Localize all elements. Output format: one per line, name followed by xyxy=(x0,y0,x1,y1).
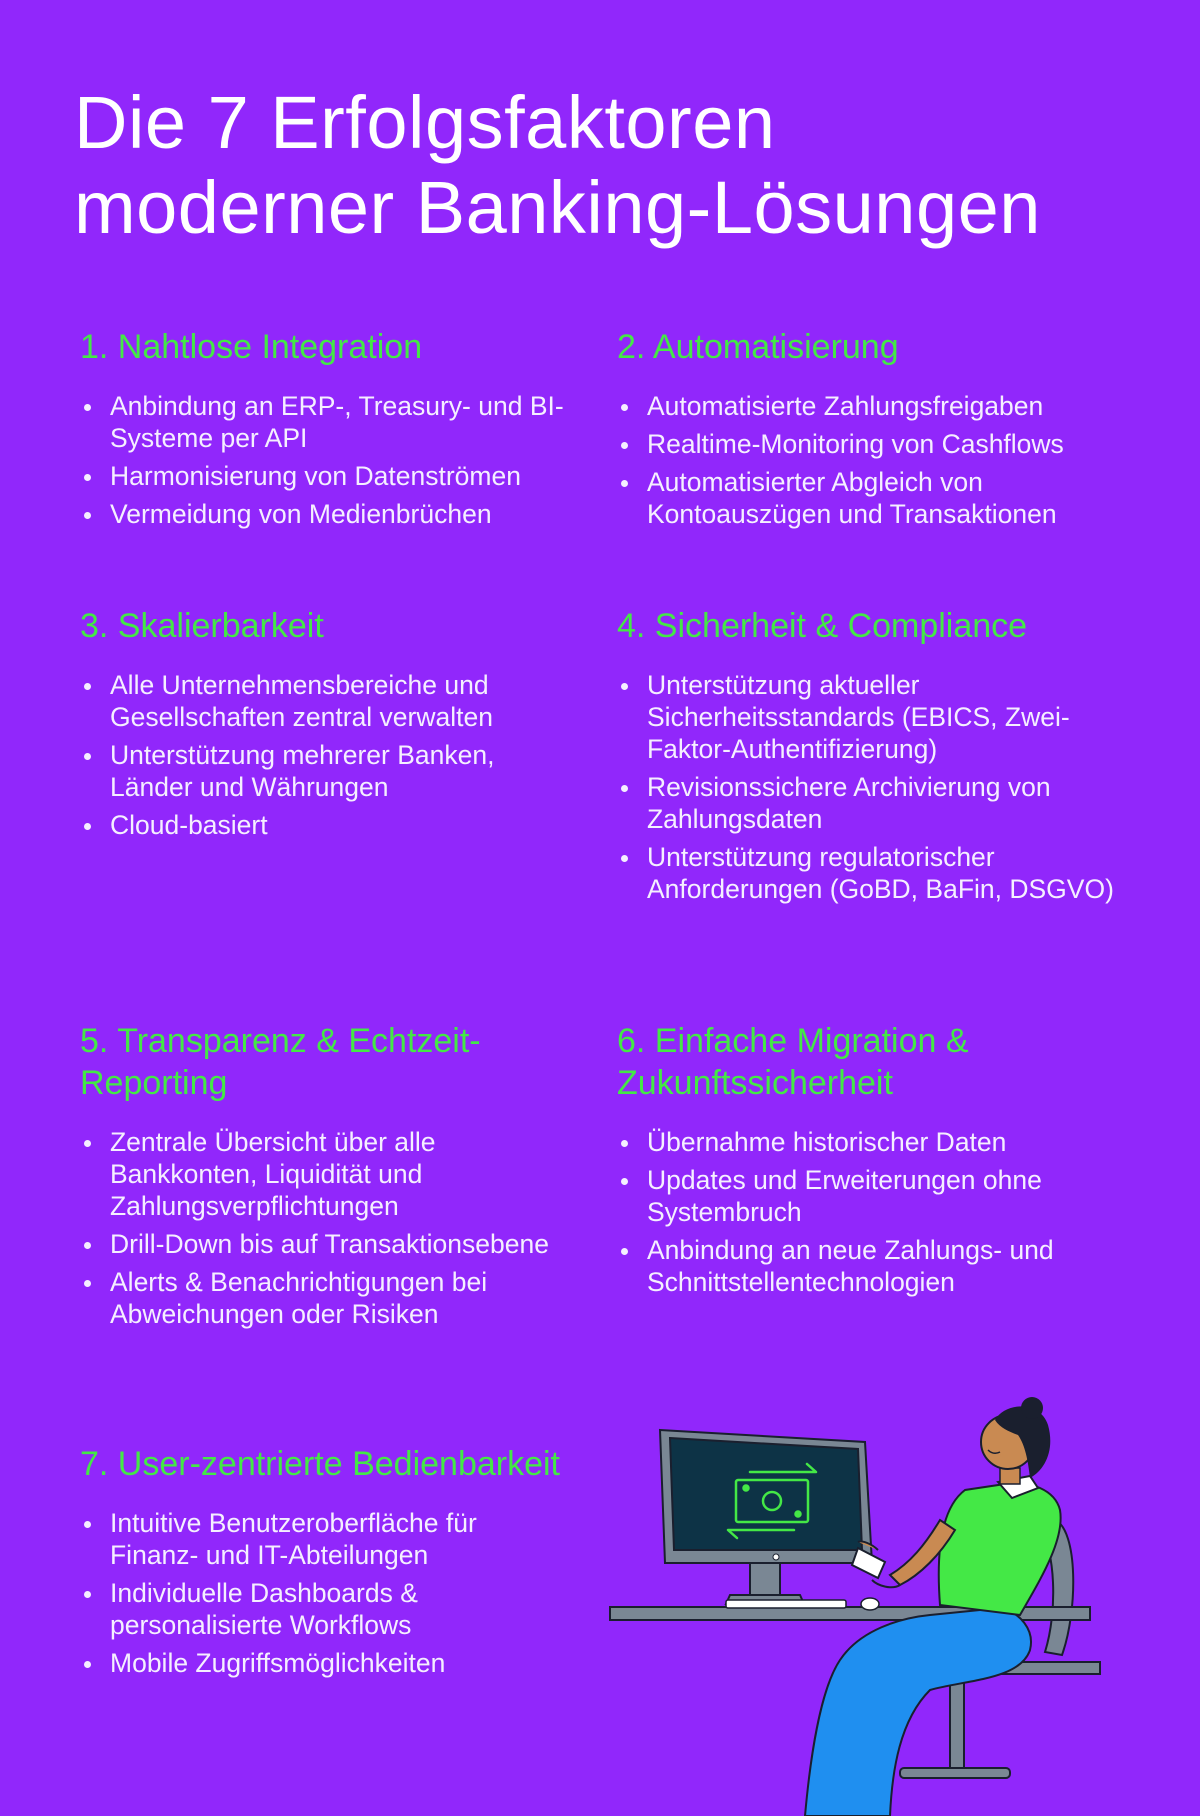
mouse xyxy=(861,1598,879,1610)
list-item: Mobile Zugriffsmöglichkeiten xyxy=(80,1647,560,1679)
factor-1-heading: 1. Nahtlose Integration xyxy=(80,328,423,366)
factor-4-heading: 4. Sicherheit & Compliance xyxy=(617,607,1028,645)
factor-2-section xyxy=(617,326,1137,536)
factor-4-list xyxy=(617,669,1137,905)
list-item: Alerts & Benachrichtigungen bei Abweichungen oder Risiken xyxy=(80,1266,560,1330)
list-item: Unterstützung aktueller Sicherheitsstandards (EBICS, Zwei-Faktor-Authentifizierung) xyxy=(617,669,1137,765)
list-item: Drill-Down bis auf Transaktionsebene xyxy=(80,1228,560,1260)
factor-4-section xyxy=(617,605,1137,911)
list-item: Individuelle Dashboards & personalisierte Workflows xyxy=(80,1577,560,1641)
list-item: Anbindung an ERP-, Treasury- und BI-Systeme per API xyxy=(80,390,580,454)
page-title-line-2: moderner Banking-Lösungen xyxy=(74,166,1041,249)
page-title-line-1: Die 7 Erfolgsfaktoren xyxy=(74,81,776,164)
factor-7-section xyxy=(80,1443,560,1685)
factor-5-heading: 5. Transparenz & Echtzeit-Reporting xyxy=(80,1022,481,1102)
factor-7-heading: 7. User-zentrierte Bedienbarkeit xyxy=(80,1445,561,1483)
list-item: Zentrale Übersicht über alle Bankkonten, Liquidität und Zahlungsverpflichtungen xyxy=(80,1126,560,1222)
list-item: Intuitive Benutzeroberfläche für Finanz- und IT-Abteilungen xyxy=(80,1507,560,1571)
monitor xyxy=(660,1430,872,1604)
list-item: Automatisierter Abgleich von Kontoauszügen und Transaktionen xyxy=(617,466,1137,530)
factor-6-list xyxy=(617,1126,1097,1298)
factor-1-section xyxy=(80,326,580,536)
factor-5-list xyxy=(80,1126,560,1330)
list-item: Cloud-basiert xyxy=(80,809,580,841)
list-item: Unterstützung regulatorischer Anforderungen (GoBD, BaFin, DSGVO) xyxy=(617,841,1137,905)
factor-5-section xyxy=(80,1020,560,1336)
factor-3-heading: 3. Skalierbarkeit xyxy=(80,607,324,645)
list-item: Realtime-Monitoring von Cashflows xyxy=(617,428,1137,460)
factor-3-list xyxy=(80,669,580,841)
list-item: Harmonisierung von Datenströmen xyxy=(80,460,580,492)
list-item: Anbindung an neue Zahlungs- und Schnittstellentechnologien xyxy=(617,1234,1097,1298)
list-item: Vermeidung von Medienbrüchen xyxy=(80,498,580,530)
woman-at-computer-illustration xyxy=(600,1380,1120,1816)
factor-2-list xyxy=(617,390,1137,530)
factor-3-section xyxy=(80,605,580,847)
list-item: Übernahme historischer Daten xyxy=(617,1126,1097,1158)
keyboard xyxy=(726,1600,846,1608)
list-item: Unterstützung mehrerer Banken, Länder und Währungen xyxy=(80,739,580,803)
factor-2-heading: 2. Automatisierung xyxy=(617,328,899,366)
list-item: Updates und Erweiterungen ohne Systembruch xyxy=(617,1164,1097,1228)
list-item: Automatisierte Zahlungsfreigaben xyxy=(617,390,1137,422)
list-item: Alle Unternehmensbereiche und Gesellschaften zentral verwalten xyxy=(80,669,580,733)
factor-6-section xyxy=(617,1020,1097,1304)
list-item: Revisionssichere Archivierung von Zahlungsdaten xyxy=(617,771,1137,835)
factor-7-list xyxy=(80,1507,560,1679)
factor-1-list xyxy=(80,390,580,530)
factor-6-heading: 6. Einfache Migration & Zukunftssicherheit xyxy=(617,1022,969,1102)
page-title xyxy=(74,80,1154,250)
